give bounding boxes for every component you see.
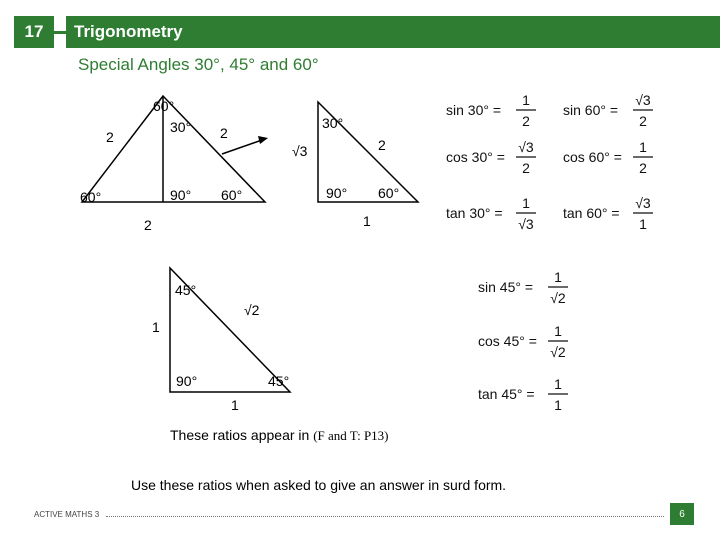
ratio-numerator: 1 bbox=[554, 376, 562, 392]
right-side-bottom-1: 1 bbox=[363, 213, 371, 229]
right-angle-60: 60° bbox=[378, 185, 400, 201]
ratio-row bbox=[563, 195, 653, 232]
ratio-denominator: √2 bbox=[550, 344, 566, 360]
ratio-numerator: √3 bbox=[518, 139, 534, 155]
angle-top-60: 60° bbox=[153, 98, 175, 114]
ratio-function: sin 60° = bbox=[563, 102, 619, 118]
ratio-numerator: 1 bbox=[522, 195, 530, 211]
ratio-row bbox=[446, 92, 536, 129]
ratio-row bbox=[478, 323, 568, 360]
ratio-numerator: 1 bbox=[554, 269, 562, 285]
ratio-function: cos 45° = bbox=[478, 333, 537, 349]
chapter-title: Trigonometry bbox=[66, 16, 720, 48]
ratio-function: sin 45° = bbox=[478, 279, 534, 295]
tri45-angle-bottom-right: 45° bbox=[268, 373, 290, 389]
ratio-row bbox=[478, 269, 568, 306]
ratio-denominator: 2 bbox=[639, 160, 647, 176]
ratio-denominator: 1 bbox=[639, 216, 647, 232]
angle-bottom-left-60: 60° bbox=[80, 189, 102, 205]
ratio-function: tan 45° = bbox=[478, 386, 535, 402]
arrow-line bbox=[222, 140, 262, 154]
ratio-function: tan 30° = bbox=[446, 205, 503, 221]
side-middle-2: 2 bbox=[220, 125, 228, 141]
ratio-denominator: 2 bbox=[522, 160, 530, 176]
page-subtitle: Special Angles 30°, 45° and 60° bbox=[78, 55, 319, 74]
tri45-side-bottom-1: 1 bbox=[231, 397, 239, 413]
tri45-side-hyp: √2 bbox=[244, 302, 260, 318]
ratio-row bbox=[446, 195, 536, 232]
reference-text: (F and T: P13) bbox=[313, 428, 389, 443]
ratio-denominator: √2 bbox=[550, 290, 566, 306]
angle-bottom-90: 90° bbox=[170, 187, 192, 203]
right-side-hyp-2: 2 bbox=[378, 137, 386, 153]
surd-form-note: Use these ratios when asked to give an answer in surd form. bbox=[131, 477, 507, 493]
right-angle-90: 90° bbox=[326, 185, 348, 201]
ratio-row bbox=[446, 139, 536, 176]
angle-top-30: 30° bbox=[170, 119, 192, 135]
page-number: 6 bbox=[670, 503, 694, 525]
footer-book-title: ACTIVE MATHS 3 bbox=[34, 510, 100, 519]
tri45-side-left-1: 1 bbox=[152, 319, 160, 335]
arrow-angle-60: 60° bbox=[221, 187, 243, 203]
ratio-function: sin 30° = bbox=[446, 102, 502, 118]
ratios-30-60-box bbox=[446, 92, 653, 232]
right-angle-top-30: 30° bbox=[322, 115, 344, 131]
ratio-numerator: √3 bbox=[635, 195, 651, 211]
arrow-head bbox=[258, 136, 268, 144]
ratios-appear-note bbox=[170, 427, 389, 444]
ratio-row bbox=[563, 139, 653, 176]
ratio-row bbox=[478, 376, 568, 413]
ratio-numerator: 1 bbox=[554, 323, 562, 339]
ratio-row bbox=[563, 92, 653, 129]
side-left-2: 2 bbox=[106, 129, 114, 145]
tri45-angle-top: 45° bbox=[175, 282, 197, 298]
right-side-root3: √3 bbox=[292, 143, 308, 159]
ratio-function: cos 30° = bbox=[446, 149, 505, 165]
ratios-45-box bbox=[478, 269, 568, 413]
footer-dotted-line bbox=[106, 516, 664, 517]
chapter-number: 17 bbox=[14, 16, 54, 48]
ratio-numerator: 1 bbox=[639, 139, 647, 155]
ratio-denominator: 2 bbox=[522, 113, 530, 129]
ratio-denominator: 2 bbox=[639, 113, 647, 129]
ratio-function: tan 60° = bbox=[563, 205, 620, 221]
ratio-denominator: √3 bbox=[518, 216, 534, 232]
ratios-appear-text: These ratios appear in bbox=[170, 427, 310, 443]
ratio-denominator: 1 bbox=[554, 397, 562, 413]
tri45-angle-90: 90° bbox=[176, 373, 198, 389]
side-bottom-2: 2 bbox=[144, 217, 152, 233]
ratio-numerator: 1 bbox=[522, 92, 530, 108]
ratio-numerator: √3 bbox=[635, 92, 651, 108]
ratio-function: cos 60° = bbox=[563, 149, 622, 165]
